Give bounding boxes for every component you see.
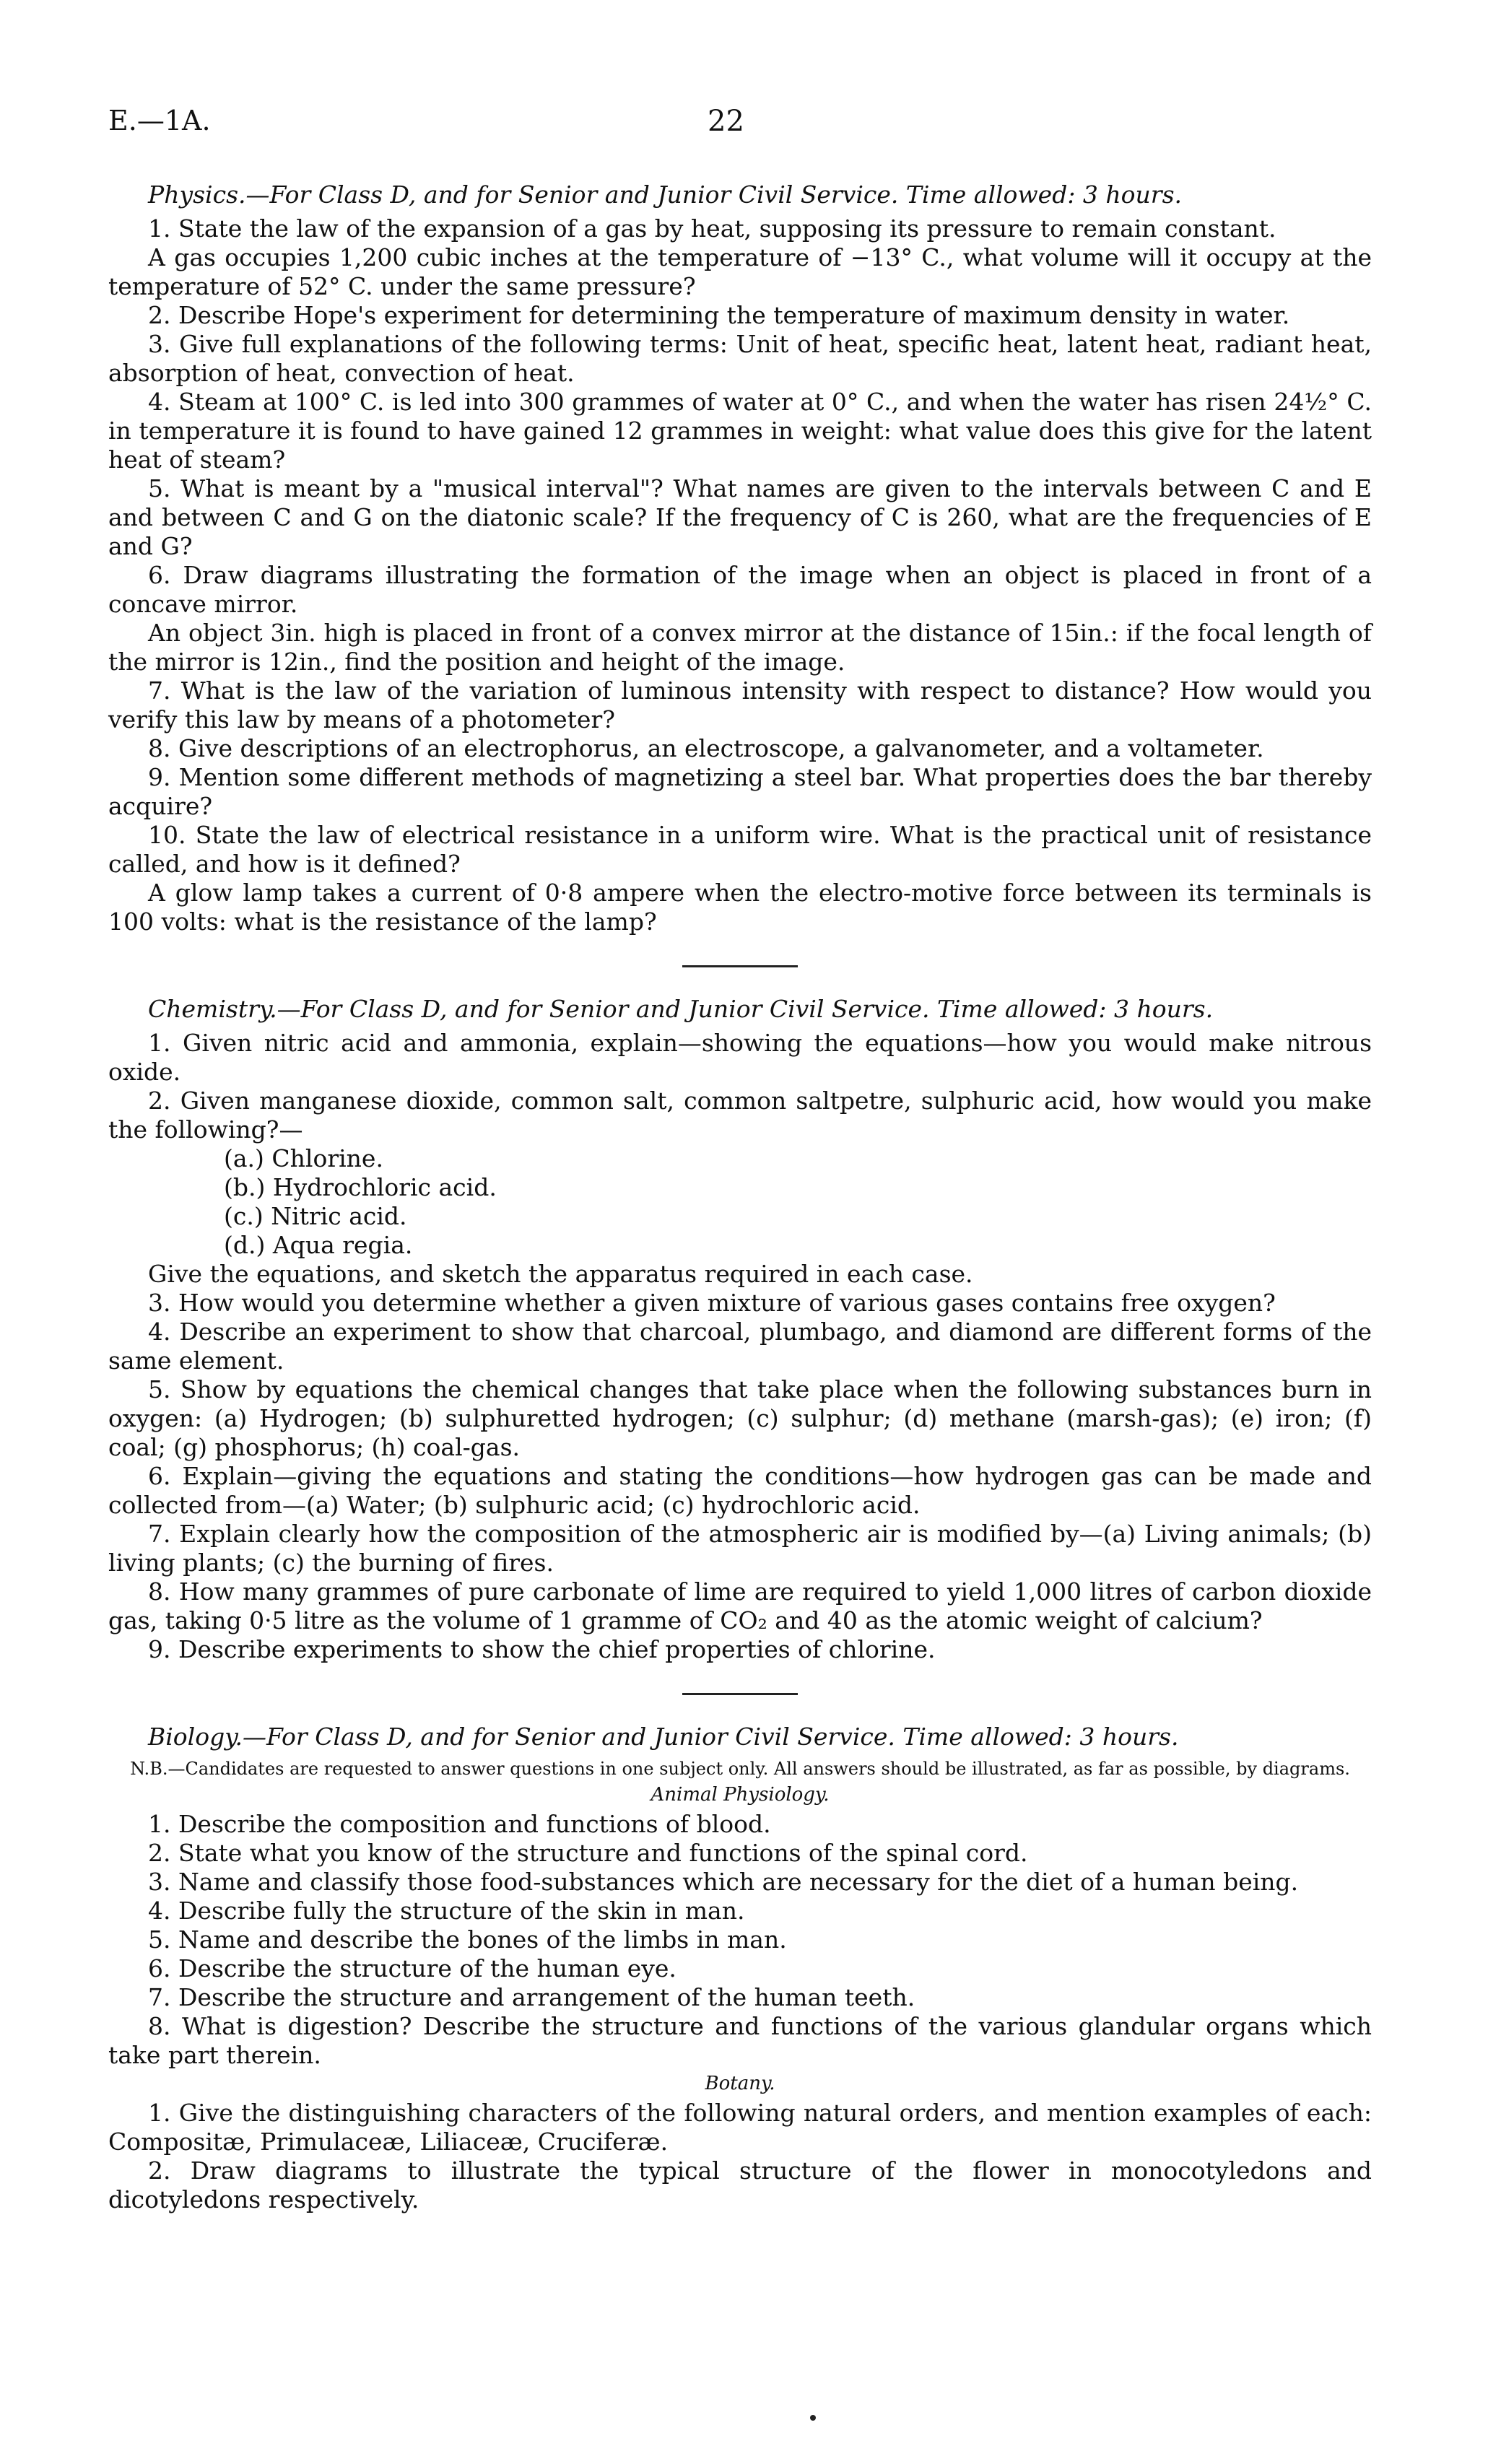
question: 2. Describe Hope's experiment for determining the temperature of maximum density in water.: [148, 301, 1290, 329]
sub-item: (b.) Hydrochloric acid.: [224, 1173, 497, 1201]
question: 1. Given nitric acid and ammonia, explain—showing the equations—how you would make nitrous oxide.: [108, 1029, 1372, 1086]
question: 10. State the law of electrical resistance in a uniform wire. What is the practical unit of resistance called, and how is it defined?: [108, 821, 1372, 878]
question: 7. Describe the structure and arrangement of the human teeth.: [148, 1983, 915, 2011]
sub-item: (a.) Chlorine.: [224, 1144, 383, 1172]
question: 3. Name and classify those food-substances which are necessary for the diet of a human being.: [148, 1868, 1299, 1896]
question: 9. Describe experiments to show the chief properties of chlorine.: [148, 1635, 936, 1663]
question: An object 3in. high is placed in front of a convex mirror at the distance of 15in.: if the focal length of the mirror is 12in., find the position and height of the image.: [108, 619, 1372, 676]
question: 3. Give full explanations of the following terms: Unit of heat, specific heat, latent heat, radiant heat, absorption of heat, convection of heat.: [108, 330, 1372, 387]
sub-item: (c.) Nitric acid.: [224, 1202, 407, 1230]
section-divider: [682, 965, 798, 967]
question: 6. Explain—giving the equations and stating the conditions—how hydrogen gas can be made and collected from—(a) Water; (b) sulphuric acid; (c) hydrochloric acid.: [108, 1462, 1372, 1519]
question: 1. Describe the composition and functions of blood.: [148, 1810, 771, 1838]
question: 9. Mention some different methods of magnetizing a steel bar. What properties does the bar thereby acquire?: [108, 763, 1372, 820]
question: A glow lamp takes a current of 0·8 ampere when the electro-motive force between its terminals is 100 volts: what is the resistance of the lamp?: [108, 879, 1372, 936]
chemistry-title: Chemistry.—For Class D, and for Senior and Junior Civil Service. Time allowed: 3 hours.: [148, 995, 1214, 1023]
question: 2. State what you know of the structure and functions of the spinal cord.: [148, 1839, 1028, 1867]
biology-title: Biology.—For Class D, and for Senior and Junior Civil Service. Time allowed: 3 hours.: [148, 1723, 1179, 1751]
question: Give the equations, and sketch the apparatus required in each case.: [148, 1260, 973, 1288]
question: 8. How many grammes of pure carbonate of lime are required to yield 1,000 litres of carbon dioxide gas, taking 0·5 litre as the volume of 1 gramme of CO₂ and 40 as the atomic weight of calcium?: [108, 1577, 1372, 1634]
question: 5. What is meant by a "musical interval"? What names are given to the intervals between C and E and between C and G on the diatonic scale? If the frequency of C is 260, what are the frequencies of E and G?: [108, 474, 1372, 560]
page-number: 22: [708, 105, 744, 138]
question: 2. Given manganese dioxide, common salt, common saltpetre, sulphuric acid, how would you make the following?—: [108, 1087, 1372, 1144]
document-reference: E.—1A.: [108, 105, 211, 136]
biology-note: N.B.—Candidates are requested to answer questions in one subject only. All answers should be illustrated, as far as possible, by diagrams.: [130, 1759, 1350, 1779]
question: 2. Draw diagrams to illustrate the typical structure of the flower in monocotyledons and dicotyledons respectively.: [108, 2156, 1372, 2213]
question: 4. Describe fully the structure of the skin in man.: [148, 1897, 745, 1925]
question: 1. Give the distinguishing characters of the following natural orders, and mention examples of each: Compositæ, Primulaceæ, Liliaceæ, Cruciferæ.: [108, 2099, 1372, 2156]
question: 8. Give descriptions of an electrophorus, an electroscope, a galvanometer, and a voltameter.: [148, 734, 1264, 762]
question: A gas occupies 1,200 cubic inches at the temperature of −13° C., what volume will it occupy at the temperature of 52° C. under the same pressure?: [108, 243, 1372, 300]
question: 5. Name and describe the bones of the limbs in man.: [148, 1925, 787, 1954]
question: 1. State the law of the expansion of a gas by heat, supposing its pressure to remain constant.: [148, 214, 1276, 243]
question: 7. What is the law of the variation of luminous intensity with respect to distance? How would you verify this law by means of a photometer?: [108, 676, 1372, 733]
question: 6. Draw diagrams illustrating the formation of the image when an object is placed in front of a concave mirror.: [108, 561, 1372, 618]
section-divider: [682, 1693, 798, 1695]
question: 3. How would you determine whether a given mixture of various gases contains free oxygen?: [148, 1289, 1276, 1317]
question: 5. Show by equations the chemical changes that take place when the following substances burn in oxygen: (a) Hydrogen; (b) sulphuretted hydrogen; (c) sulphur; (d) methane (marsh-gas); (e) iron; (f) coal; (g) phosphorus; (h) coal-gas.: [108, 1375, 1372, 1461]
page-header: [108, 105, 1372, 148]
question: 8. What is digestion? Describe the structure and functions of the various glandular organs which take part therein.: [108, 2012, 1372, 2069]
question: 4. Steam at 100° C. is led into 300 grammes of water at 0° C., and when the water has risen 24½° C. in temperature it is found to have gained 12 grammes in weight: what value does this give for the latent heat of steam?: [108, 388, 1372, 474]
animal-physiology-heading: Animal Physiology.: [651, 1784, 830, 1806]
question: 4. Describe an experiment to show that charcoal, plumbago, and diamond are different forms of the same element.: [108, 1318, 1372, 1375]
question: 6. Describe the structure of the human eye.: [148, 1954, 676, 1982]
physics-section: [108, 180, 1372, 2214]
question: 7. Explain clearly how the composition of the atmospheric air is modified by—(a) Living animals; (b) living plants; (c) the burning of fires.: [108, 1520, 1372, 1577]
print-dot: [810, 2415, 816, 2421]
physics-title: Physics.—For Class D, and for Senior and Junior Civil Service. Time allowed: 3 hours.: [148, 180, 1182, 209]
botany-heading: Botany.: [705, 2073, 775, 2094]
sub-item: (d.) Aqua regia.: [224, 1231, 413, 1259]
